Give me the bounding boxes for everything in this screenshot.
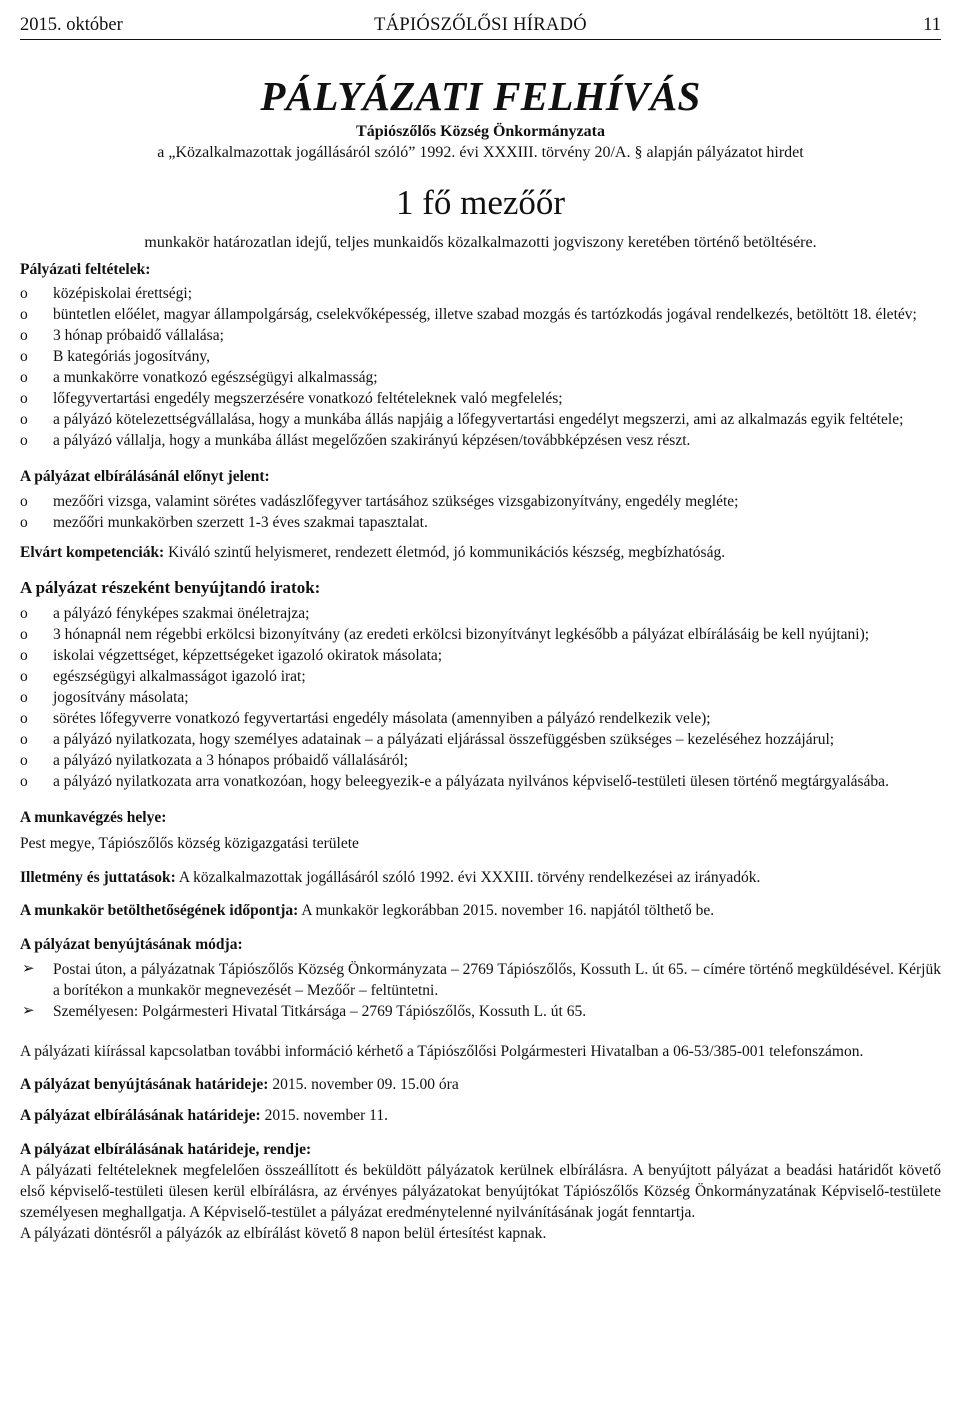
evaluation-text: A pályázati feltételeknek megfelelően összeállított és beküldött pályázatok kerülnek elbírálásra. A benyújtott pályázat a beadási határidőt követő első képviselő-testületi ülesen kerül elbírálásra, az érvényes pályázatokat benyújtókat Tápiószőlős Község Önkormányzatának Képviselő-testülete személyesen meghallgatja. A Képviselő-testület a pályázat eredménytelenné nyilvánításának jogát fenntartja.: [20, 1162, 941, 1221]
arrow-bullet-icon: ➢: [22, 1003, 35, 1019]
submission-heading: A pályázat benyújtásának módja:: [20, 936, 243, 953]
submission-deadline-label: A pályázat benyújtásának határideje:: [20, 1076, 269, 1093]
list-item: o mezőőri munkakörben szerzett 1-3 éves szakmai tapasztalat.: [20, 514, 428, 531]
contact-info: A pályázati kiírással kapcsolatban további információ kérhető a Tápiószőlősi Polgármesteri Hivatalban a 06-53/385-001 telefonszámon.: [20, 1043, 864, 1060]
position-type: munkakör határozatlan idejű, teljes munkaidős közalkalmazotti jogviszony keretében történő betöltésére.: [144, 234, 817, 251]
bullet-marker: o: [20, 731, 28, 748]
list-item: ➢ Személyesen: Polgármesteri Hivatal Titkársága – 2769 Tápiószőlős, Kossuth L. út 65.: [22, 1003, 587, 1020]
submission-deadline: A pályázat benyújtásának határideje: 2015. november 09. 15.00 óra: [20, 1076, 459, 1093]
bullet-marker: o: [20, 327, 28, 344]
list-item: o B kategóriás jogosítvány,: [20, 348, 210, 365]
list-item: o 3 hónap próbaidő vállalása;: [20, 327, 224, 344]
list-item: o a pályázó kötelezettségvállalása, hogy a munkába állás napjáig a lőfegyvertartási engedélyt megszerzi, ami az alkalmazás egyik feltétele;: [20, 411, 904, 428]
page-number: 11: [923, 15, 941, 35]
list-item: o a pályázó nyilatkozata arra vonatkozóan, hogy beleegyezik-e a pályázata nyilvános képviselő-testületi ülesen történő megtárgyalásába.: [20, 773, 889, 790]
issue-date: 2015. október: [20, 15, 123, 35]
bullet-marker: o: [20, 626, 28, 643]
list-item: o lőfegyvertartási engedély megszerzésére vonatkozó feltételeknek való megfelelés;: [20, 390, 563, 407]
list-item: o sörétes lőfegyverre vonatkozó fegyvertartási engedély másolata (amennyiben a pályázó rendelkezik vele);: [20, 710, 711, 727]
evaluation-deadline: A pályázat elbírálásának határideje: 2015. november 11.: [20, 1107, 388, 1124]
evaluation-heading: A pályázat elbírálásának határideje, rendje:: [20, 1141, 312, 1158]
header-rule: [20, 39, 941, 40]
organization-name: Tápiószőlős Község Önkormányzata: [356, 123, 605, 140]
list-item: o a munkakörre vonatkozó egészségügyi alkalmasság;: [20, 369, 378, 386]
bullet-marker: o: [20, 432, 28, 449]
list-item: o a pályázó nyilatkozata a 3 hónapos próbaidő vállalásáról;: [20, 752, 409, 769]
conditions-heading: Pályázati feltételek:: [20, 261, 151, 278]
list-item: o 3 hónapnál nem régebbi erkölcsi bizonyítvány (az eredeti erkölcsi bizonyítványt legkésőbb a pályázat elbírálásáig be kell nyújtani);: [20, 626, 870, 643]
start-date: A munkakör betölthetőségének időpontja: A munkakör legkorábban 2015. november 16. napjától tölthető be.: [20, 902, 715, 919]
evaluation-notice: A pályázati döntésről a pályázók az elbírálást követő 8 napon belül értesítést kapnak.: [20, 1225, 547, 1242]
bullet-marker: o: [20, 752, 28, 769]
bullet-marker: o: [20, 306, 28, 323]
advantages-list: [20, 491, 941, 533]
evaluation-deadline-label: A pályázat elbírálásának határideje:: [20, 1107, 261, 1124]
bullet-marker: o: [20, 493, 28, 510]
workplace-text: Pest megye, Tápiószőlős község közigazgatási területe: [20, 835, 359, 852]
documents-heading: A pályázat részeként benyújtandó iratok:: [20, 578, 321, 597]
arrow-bullet-icon: ➢: [22, 961, 35, 977]
announcement-title: PÁLYÁZATI FELHÍVÁS: [260, 73, 701, 119]
bullet-marker: o: [20, 605, 28, 622]
bullet-marker: o: [20, 348, 28, 365]
publication-name: TÁPIÓSZŐLŐSI HÍRADÓ: [374, 15, 587, 35]
list-item: o büntetlen előélet, magyar állampolgárság, cselekvőképesség, illetve szabad mozgás és tartózkodás jogával rendelkezés, betöltött 18. életév;: [20, 306, 917, 323]
bullet-marker: o: [20, 773, 28, 790]
list-item: o a pályázó vállalja, hogy a munkába állást megelőzően szakirányú képzésen/továbbképzésen vesz részt.: [20, 432, 691, 449]
submission-list: [20, 959, 941, 1022]
law-reference: a „Közalkalmazottak jogállásáról szóló” 1992. évi XXXIII. törvény 20/A. § alapján pályázatot hirdet: [157, 144, 804, 161]
conditions-list: [20, 283, 941, 451]
bullet-marker: o: [20, 689, 28, 706]
bullet-marker: o: [20, 411, 28, 428]
salary-label: Illetmény és juttatások:: [20, 869, 176, 886]
list-item: o a pályázó nyilatkozata, hogy személyes adatainak – a pályázati eljárással összefüggésben szükséges – kezeléséhez hozzájárul;: [20, 731, 835, 748]
list-item: o középiskolai érettségi;: [20, 285, 193, 302]
workplace-heading: A munkavégzés helye:: [20, 809, 167, 826]
bullet-marker: o: [20, 285, 28, 302]
list-item: o egészségügyi alkalmasságot igazoló irat;: [20, 668, 306, 685]
bullet-marker: o: [20, 514, 28, 531]
page-header: [20, 0, 941, 43]
advantages-heading: A pályázat elbírálásánál előnyt jelent:: [20, 468, 270, 485]
bullet-marker: o: [20, 647, 28, 664]
documents-list: [20, 603, 941, 792]
list-item: o mezőőri vizsga, valamint sörétes vadászlőfegyver tartásához szükséges vizsgabizonyítvány, engedély megléte;: [20, 493, 739, 510]
position-title: 1 fő mezőőr: [395, 183, 566, 222]
bullet-marker: o: [20, 710, 28, 727]
list-item: o jogosítvány másolata;: [20, 689, 189, 706]
competencies-label: Elvárt kompetenciák:: [20, 544, 165, 561]
competencies: Elvárt kompetenciák: Kiváló szintű helyismeret, rendezett életmód, jó kommunikációs készség, megbízhatóság.: [20, 544, 726, 561]
bullet-marker: o: [20, 390, 28, 407]
list-item: o iskolai végzettséget, képzettségeket igazoló okiratok másolata;: [20, 647, 443, 664]
bullet-marker: o: [20, 668, 28, 685]
list-item: o a pályázó fényképes szakmai önéletrajza;: [20, 605, 310, 622]
bullet-marker: o: [20, 369, 28, 386]
start-date-label: A munkakör betölthetőségének időpontja:: [20, 902, 299, 919]
salary: Illetmény és juttatások: A közalkalmazottak jogállásáról szóló 1992. évi XXXIII. törvény rendelkezései az irányadók.: [20, 869, 761, 886]
list-item: ➢ Postai úton, a pályázatnak Tápiószőlős Község Önkormányzata – 2769 Tápiószőlős, Kossuth L. út 65. – címére történő megküldésével. Kérjük a borítékon a munkakör megnevezését – Mezőőr – feltüntetni.: [22, 961, 941, 999]
